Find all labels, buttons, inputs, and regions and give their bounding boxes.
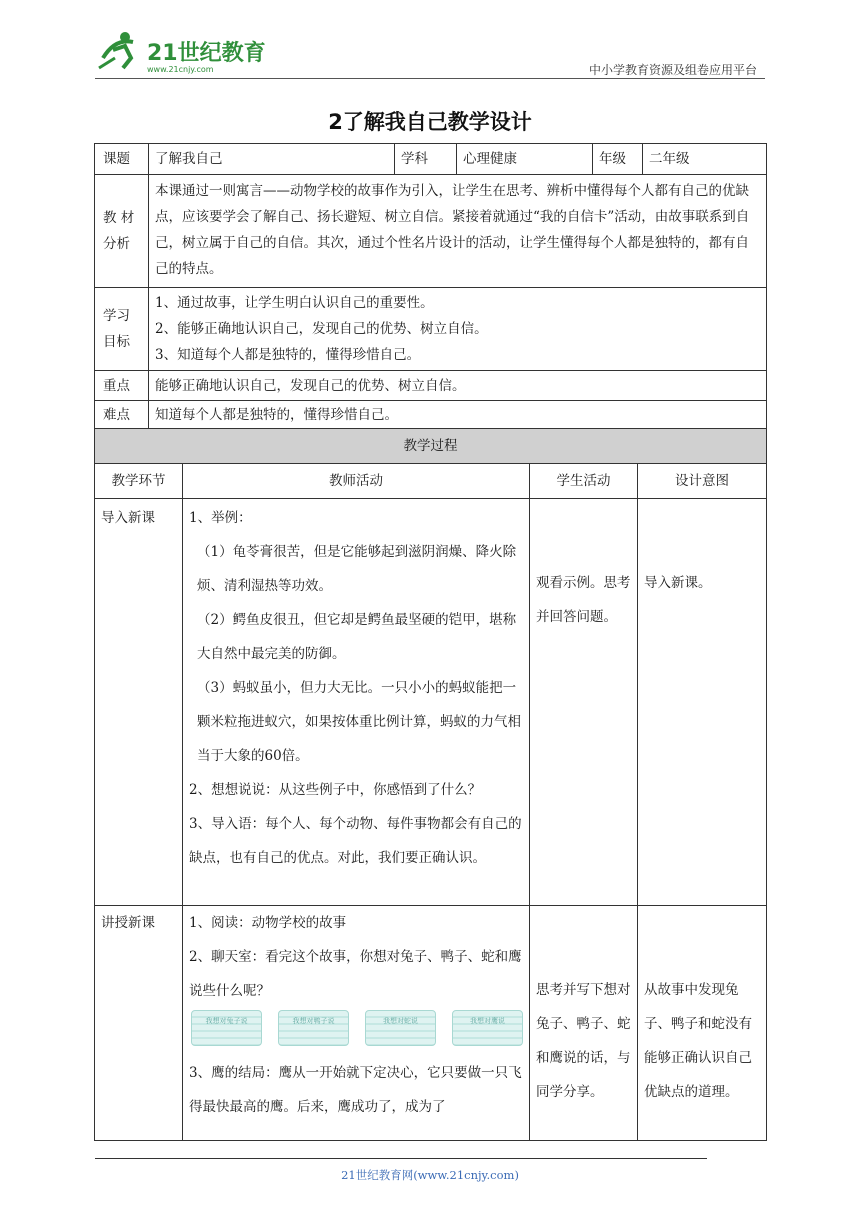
difficulty-row: [95, 401, 767, 429]
footer-source[interactable]: 21世纪教育网(www.21cnjy.com): [341, 1168, 519, 1182]
goal-item: 1、通过故事，让学生明白认识自己的重要性。: [155, 295, 434, 311]
key-row: [95, 371, 767, 401]
process-banner: 教学过程: [95, 429, 767, 464]
process-table: [94, 428, 767, 1141]
course-label: 课题: [95, 144, 149, 175]
process-row-new: [95, 906, 767, 1141]
teacher-step: （3）蚂蚁虽小，但力大无比。一只小小的蚂蚁能把一颗米粒拖进蚁穴，如果按体重比例计算，蚂蚁的力气相当于大象的60倍。: [197, 680, 521, 764]
logo-text: 21世纪教育: [147, 41, 266, 66]
stage-new: 讲授新课: [95, 906, 183, 1141]
teacher-step: 1、阅读：动物学校的故事: [189, 915, 347, 931]
teacher-step: 2、聊天室：看完这个故事，你想对兔子、鸭子、蛇和鹰说些什么呢？: [189, 949, 522, 999]
goal-item: 2、能够正确地认识自己，发现自己的优势、树立自信。: [155, 321, 488, 337]
goals-row: [95, 288, 767, 371]
difficulty-text: 知道每个人都是独特的，懂得珍惜自己。: [149, 401, 767, 429]
course-row: [95, 144, 767, 175]
header-stage: 教学环节: [95, 464, 183, 499]
key-label: 重点: [95, 371, 149, 401]
teacher-step: 3、鹰的结局：鹰从一开始就下定决心，它只要做一只飞得最快最高的鹰。后来，鹰成功了，成为了: [189, 1065, 522, 1115]
design-intent-intro: 导入新课。: [638, 499, 767, 906]
logo-21cnjy: [95, 28, 295, 76]
teacher-step: （1）龟苓膏很苦，但是它能够起到滋阴润燥、降火除烦、清利湿热等功效。: [197, 544, 517, 594]
goals-label: 学习目标: [95, 288, 149, 371]
difficulty-label: 难点: [95, 401, 149, 429]
stage-intro: 导入新课: [95, 499, 183, 906]
grade-label: 年级: [593, 144, 643, 175]
goal-item: 3、知道每个人都是独特的，懂得珍惜自己。: [155, 347, 421, 363]
header-divider: [95, 78, 765, 79]
analysis-text: 本课通过一则寓言——动物学校的故事作为引入，让学生在思考、辨析中懂得每个人都有自己的优缺点，应该要学会了解自己、扬长避短、树立自信。紧接着就通过“我的自信卡”活动，由故事联系到自己，树立属于自己的自信。其次，通过个性名片设计的活动，让学生懂得每个人都是独特的，都有自己的特点。: [149, 175, 767, 288]
student-activity-intro: 观看示例。思考并回答问题。: [530, 499, 638, 906]
footer-divider: [95, 1158, 707, 1159]
logo-url: www.21cnjy.com: [147, 65, 214, 74]
chat-cards: [189, 1008, 523, 1056]
design-intent-new: 从故事中发现兔子、鸭子和蛇没有能够正确认识自己优缺点的道理。: [638, 906, 767, 1141]
header-student: 学生活动: [530, 464, 638, 499]
subject-value: 心理健康: [457, 144, 593, 175]
course-value: 了解我自己: [149, 144, 395, 175]
header-intent: 设计意图: [638, 464, 767, 499]
analysis-label: 教 材 分析: [95, 175, 149, 288]
analysis-row: [95, 175, 767, 288]
chat-card-rabbit: 我想对兔子说: [191, 1010, 262, 1046]
teacher-step: 1、举例：: [189, 510, 252, 526]
teacher-activity-intro: [183, 499, 530, 906]
info-table: [94, 143, 767, 429]
chat-card-snake: 我想对蛇说: [365, 1010, 436, 1046]
process-row-intro: [95, 499, 767, 906]
teacher-step: 3、导入语：每个人、每个动物、每件事物都会有自己的缺点，也有自己的优点。对此，我们要正确认识。: [189, 816, 522, 866]
platform-name: 中小学教育资源及组卷应用平台: [588, 63, 757, 77]
teacher-step: 2、想想说说：从这些例子中，你感悟到了什么？: [189, 782, 482, 798]
page-header: [95, 28, 765, 80]
subject-label: 学科: [395, 144, 457, 175]
key-text: 能够正确地认识自己，发现自己的优势、树立自信。: [149, 371, 767, 401]
teacher-step: （2）鳄鱼皮很丑，但它却是鳄鱼最坚硬的铠甲，堪称大自然中最完美的防御。: [197, 612, 517, 662]
student-activity-new: 思考并写下想对兔子、鸭子、蛇和鹰说的话，与同学分享。: [530, 906, 638, 1141]
document-title: 2了解我自己教学设计: [328, 110, 532, 134]
chat-card-duck: 我想对鸭子说: [278, 1010, 349, 1046]
grade-value: 二年级: [643, 144, 767, 175]
teacher-activity-new: [183, 906, 530, 1141]
goals-list: [149, 288, 767, 371]
process-header-row: [95, 464, 767, 499]
chat-card-eagle: 我想对鹰说: [452, 1010, 523, 1046]
header-teacher: 教师活动: [183, 464, 530, 499]
